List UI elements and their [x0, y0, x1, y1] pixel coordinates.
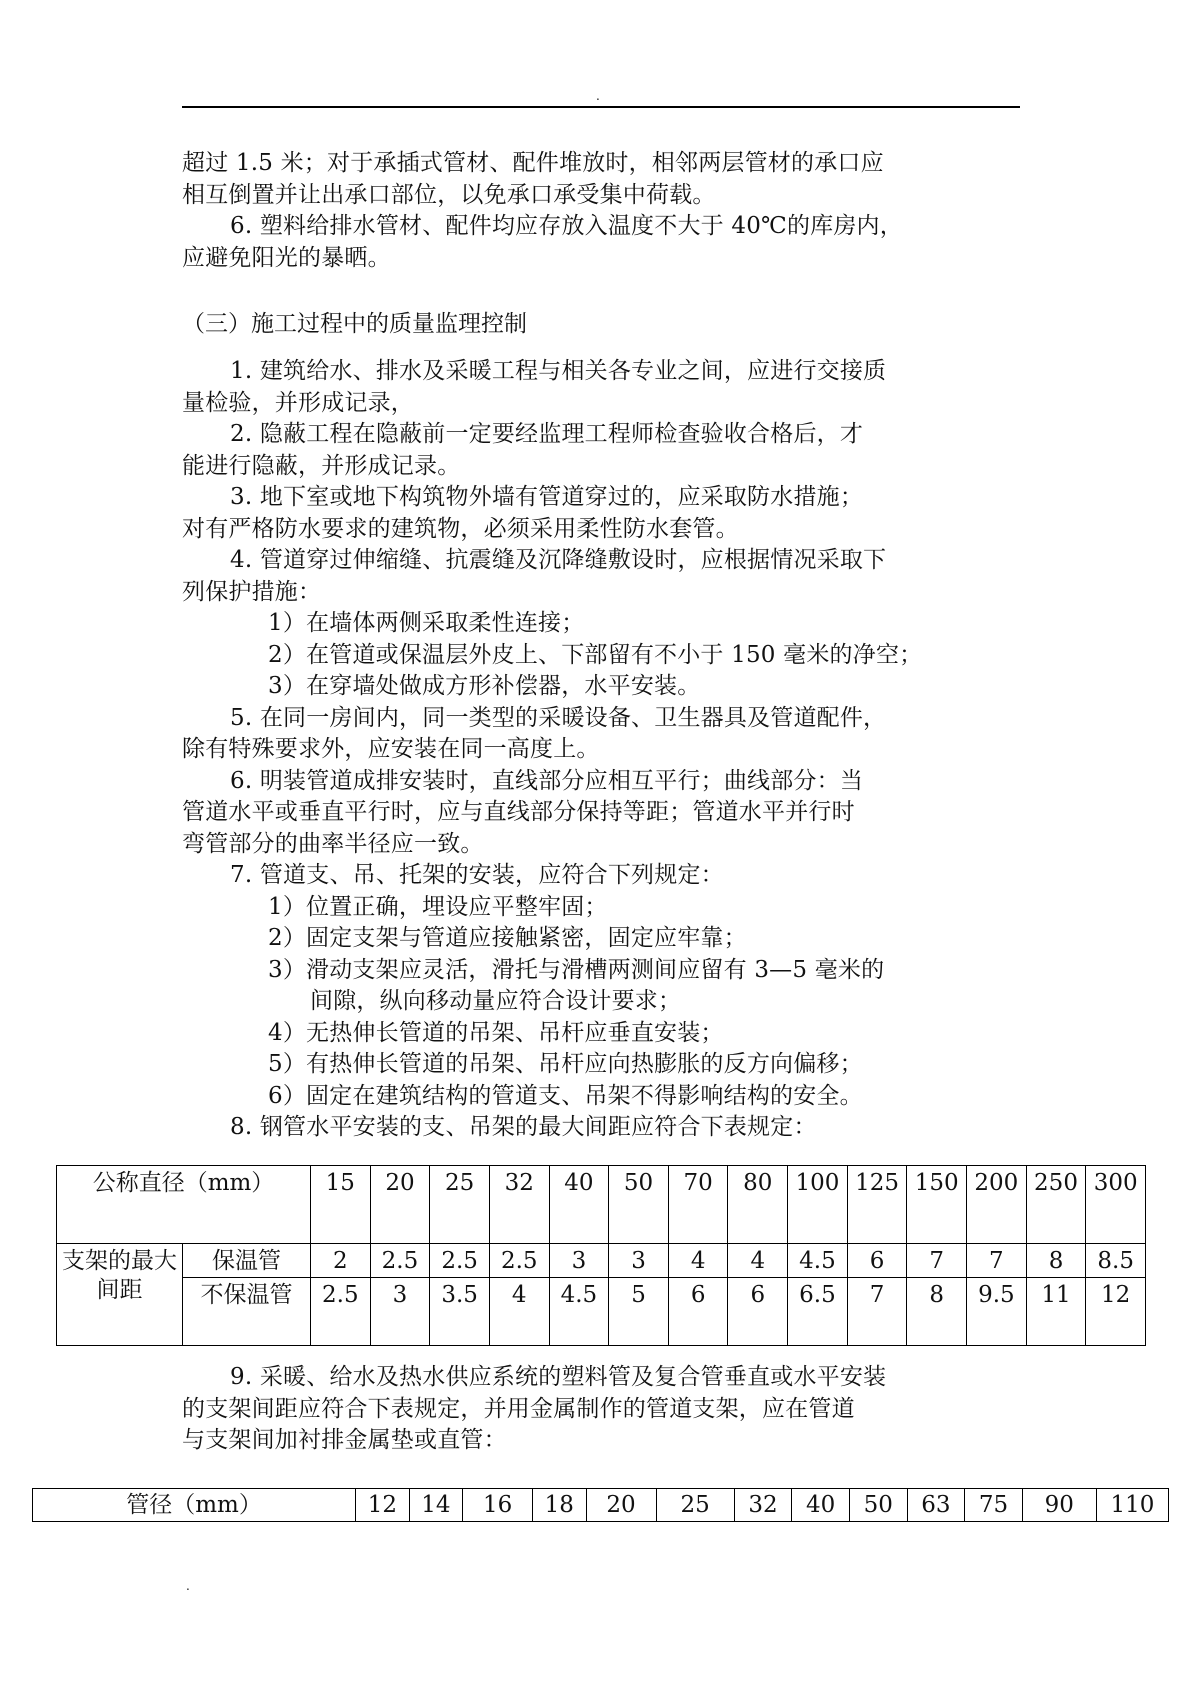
table-cell: 3: [370, 1278, 430, 1346]
table-cell: 2.5: [489, 1244, 549, 1278]
table-cell: 4: [668, 1244, 728, 1278]
table-cell: 9.5: [967, 1278, 1027, 1346]
table-cell: 25: [656, 1489, 734, 1522]
table-cell: 18: [533, 1489, 587, 1522]
table-cell: 110: [1096, 1489, 1168, 1522]
table-cell: 25: [430, 1166, 490, 1244]
paragraph-line: 量检验，并形成记录，: [182, 389, 414, 416]
table-header-label: 公称直径（mm）: [57, 1166, 311, 1244]
paragraph-line: 对有严格防水要求的建筑物，必须采用柔性防水套管。: [182, 515, 739, 542]
body-text: [182, 356, 1022, 1144]
table-cell: 40: [792, 1489, 850, 1522]
sub-item-line: 3）滑动支架应灵活，滑托与滑槽两测间应留有 3—5 毫米的: [268, 956, 885, 983]
paragraph-line: 列保护措施：: [182, 578, 322, 605]
table-cell: 5: [609, 1278, 669, 1346]
table-cell: 125: [847, 1166, 907, 1244]
table-cell: 3: [609, 1244, 669, 1278]
table-row-label: 保温管: [183, 1244, 311, 1278]
table-cell: 4: [489, 1278, 549, 1346]
table-cell: 300: [1086, 1166, 1146, 1244]
table-cell: 75: [965, 1489, 1023, 1522]
table-cell: 2.5: [370, 1244, 430, 1278]
sub-item-line: 5）有热伸长管道的吊架、吊杆应向热膨胀的反方向偏移；: [268, 1051, 863, 1077]
paragraph-line: 5. 在同一房间内，同一类型的采暖设备、卫生器具及管道配件，: [230, 704, 887, 731]
table-cell: 3: [549, 1244, 609, 1278]
table-cell: 8: [907, 1278, 967, 1346]
table-cell: 12: [356, 1489, 410, 1522]
steel-pipe-spacing-table: [56, 1165, 1146, 1346]
paragraph-line: 管道水平或垂直平行时，应与直线部分保持等距；管道水平并行时: [182, 799, 855, 825]
table-cell: 7: [907, 1244, 967, 1278]
paragraph-line: 的支架间距应符合下表规定，并用金属制作的管道支架，应在管道: [182, 1395, 855, 1422]
table-cell: 20: [370, 1166, 430, 1244]
table-cell: 16: [463, 1489, 533, 1522]
table-cell: 100: [788, 1166, 848, 1244]
table-cell: 6: [728, 1278, 788, 1346]
table-cell: 63: [907, 1489, 965, 1522]
table-cell: 20: [586, 1489, 656, 1522]
plastic-pipe-spacing-table: [32, 1488, 1169, 1522]
table-cell: 90: [1022, 1489, 1096, 1522]
table-cell: 2.5: [311, 1278, 371, 1346]
table-cell: 4: [728, 1244, 788, 1278]
table-row: [57, 1278, 1146, 1346]
table-cell: 12: [1086, 1278, 1146, 1346]
table-cell: 3.5: [430, 1278, 490, 1346]
table-cell: 6: [847, 1244, 907, 1278]
footer-dot: .: [186, 1579, 190, 1593]
table-cell: 50: [609, 1166, 669, 1244]
paragraph-9: [182, 1362, 1022, 1457]
paragraph-line: 1. 建筑给水、排水及采暖工程与相关各专业之间，应进行交接质: [230, 358, 887, 384]
paragraph-line: 9. 采暖、给水及热水供应系统的塑料管及复合管垂直或水平安装: [230, 1364, 887, 1390]
sub-item-line: 3）在穿墙处做成方形补偿器，水平安装。: [268, 673, 701, 699]
item-6-line: 应避免阳光的暴晒。: [182, 244, 391, 271]
table-cell: 150: [907, 1166, 967, 1244]
table-cell: 32: [734, 1489, 792, 1522]
paragraph-line: 弯管部分的曲率半径应一致。: [182, 830, 484, 857]
sub-item-line: 1）在墙体两侧采取柔性连接；: [268, 610, 585, 636]
item-6-line: 6. 塑料给排水管材、配件均应存放入温度不大于 40℃的库房内，: [230, 213, 903, 239]
table-cell: 4.5: [549, 1278, 609, 1346]
table-cell: 40: [549, 1166, 609, 1244]
sub-item-line: 2）在管道或保温层外皮上、下部留有不小于 150 毫米的净空；: [268, 641, 923, 668]
continuation-line: 超过 1.5 米；对于承插式管材、配件堆放时，相邻两层管材的承口应: [182, 150, 884, 176]
table-cell: 7: [847, 1278, 907, 1346]
table-group-label: 支架的最大间距: [57, 1244, 183, 1346]
table-cell: 32: [489, 1166, 549, 1244]
continuation-text: [182, 148, 1022, 274]
table-header-label: 管径（mm）: [33, 1489, 356, 1522]
section-title: （三）施工过程中的质量监理控制: [182, 311, 527, 337]
sub-item-line: 4）无热伸长管道的吊架、吊杆应垂直安装；: [268, 1019, 724, 1046]
table-cell: 80: [728, 1166, 788, 1244]
table-row-label: 不保温管: [183, 1278, 311, 1346]
table-row: [33, 1489, 1169, 1522]
table-cell: 2: [311, 1244, 371, 1278]
table-cell: 14: [409, 1489, 463, 1522]
sub-item-line: 2）固定支架与管道应接触紧密，固定应牢靠；: [268, 925, 747, 951]
table-cell: 8: [1026, 1244, 1086, 1278]
paragraph-line: 3. 地下室或地下构筑物外墙有管道穿过的，应采取防水措施；: [230, 484, 864, 510]
table-row: [57, 1166, 1146, 1244]
header-dot: .: [596, 89, 600, 103]
table-cell: 6.5: [788, 1278, 848, 1346]
paragraph-line: 6. 明装管道成排安装时，直线部分应相互平行；曲线部分：当: [230, 767, 864, 794]
paragraph-line: 2. 隐蔽工程在隐蔽前一定要经监理工程师检查验收合格后，才: [230, 421, 864, 447]
paragraph-line: 能进行隐蔽，并形成记录。: [182, 452, 461, 479]
table-cell: 50: [849, 1489, 907, 1522]
header-rule: [182, 106, 1020, 108]
table-cell: 4.5: [788, 1244, 848, 1278]
table-cell: 70: [668, 1166, 728, 1244]
paragraph-line: 7. 管道支、吊、托架的安装，应符合下列规定：: [230, 862, 724, 888]
table-cell: 8.5: [1086, 1244, 1146, 1278]
table-cell: 6: [668, 1278, 728, 1346]
table-cell: 11: [1026, 1278, 1086, 1346]
paragraph-line: 4. 管道穿过伸缩缝、抗震缝及沉降缝敷设时，应根据情况采取下: [230, 547, 887, 573]
continuation-line: 相互倒置并让出承口部位，以免承口承受集中荷载。: [182, 181, 716, 208]
table-cell: 200: [967, 1166, 1027, 1244]
sub-item-line: 间隙，纵向移动量应符合设计要求；: [310, 988, 682, 1014]
sub-item-line: 6）固定在建筑结构的管道支、吊架不得影响结构的安全。: [268, 1082, 863, 1109]
table-cell: 250: [1026, 1166, 1086, 1244]
table-row: [57, 1244, 1146, 1278]
paragraph-line: 与支架间加衬排金属垫或直管：: [182, 1427, 507, 1453]
paragraph-line: 8. 钢管水平安装的支、吊架的最大间距应符合下表规定：: [230, 1114, 817, 1140]
paragraph-line: 除有特殊要求外，应安装在同一高度上。: [182, 736, 600, 762]
table-cell: 7: [967, 1244, 1027, 1278]
sub-item-line: 1）位置正确，埋设应平整牢固；: [268, 893, 608, 920]
table-cell: 2.5: [430, 1244, 490, 1278]
table-cell: 15: [311, 1166, 371, 1244]
